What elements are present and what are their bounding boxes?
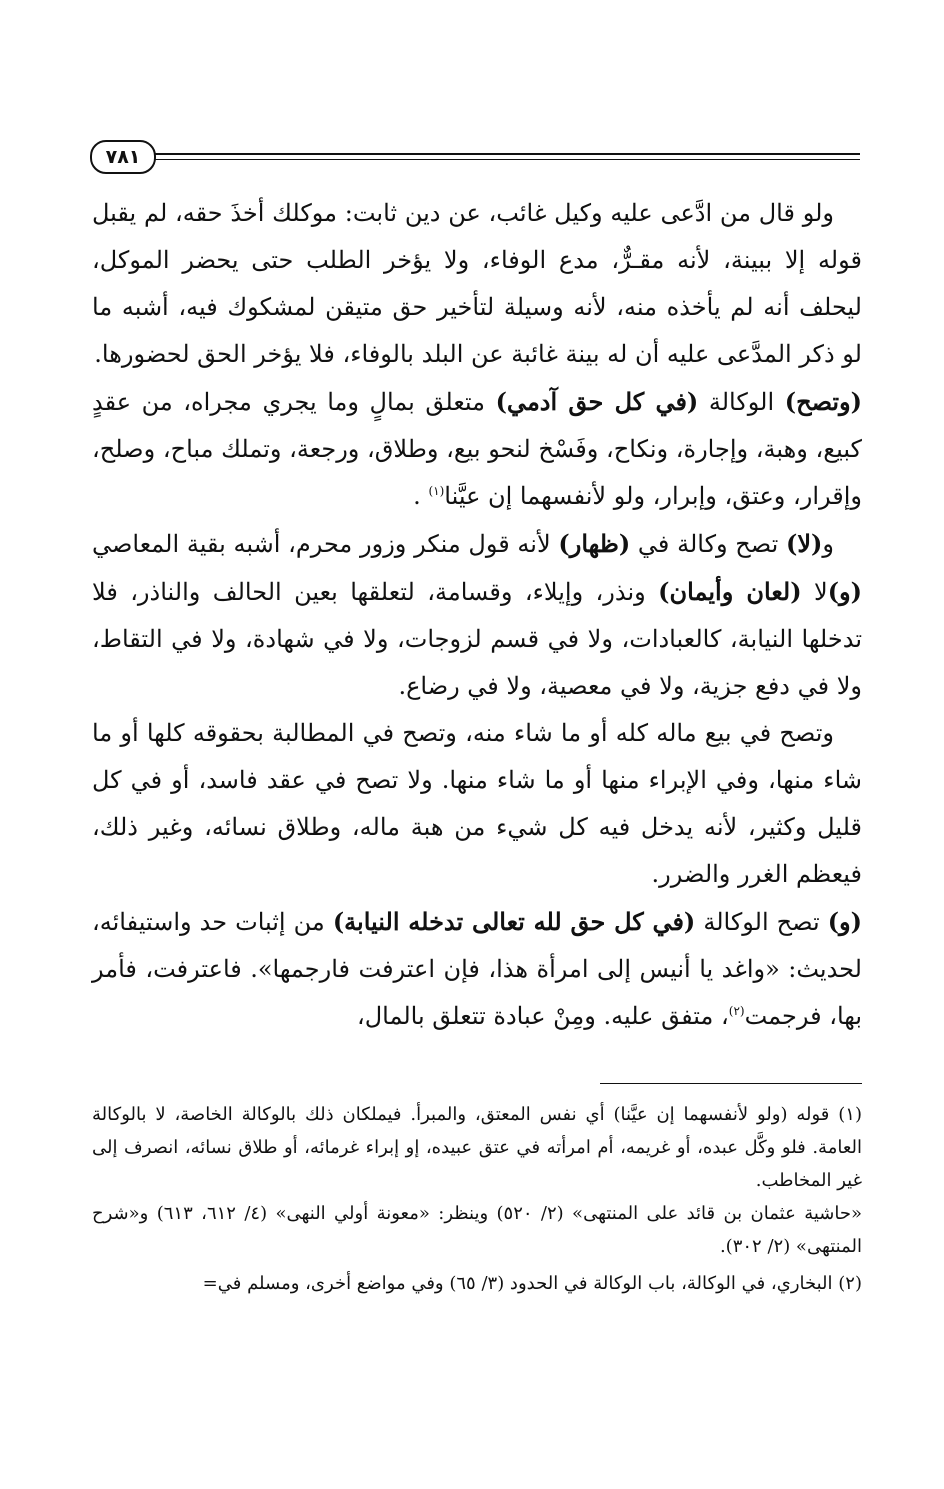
bold-term: (لا)	[786, 529, 823, 558]
text-run: ونذر، وإيلاء، وقسامة، لتعلقها بعين الحالف والناذر، فلا تدخلها النيابة، كالعبادات، ولا في قسم لزوجات، ولا في شهادة، ولا في التقاط، ولا في دفع جزية، ولا في معصية، ولا في رضاع.	[92, 578, 862, 700]
main-text	[92, 190, 862, 1040]
bold-term: (و)	[827, 577, 862, 606]
footnote-1: (١) قوله (ولو لأنفسهما إن عيَّنا) أي نفس المعتق، والمبرأ. فيملكان ذلك بالوكالة الخاصة، لا بالوكالة العامة. فلو وكَّل عبده، أو غريمه، أم امرأته في عتق عبيده، إو إبراء غرمائه، أو طلاق نسائه، انصرف إلى غير المخاطب.	[92, 1104, 862, 1191]
paragraph-3	[92, 520, 862, 710]
footnotes	[92, 1098, 862, 1300]
text-run: الوكالة	[698, 388, 785, 416]
text-run: ، متفق عليه. ومِنْ عبادة تتعلق بالمال،	[356, 1002, 729, 1030]
page-number: ٧٨١	[90, 140, 156, 174]
footnote-1-source: «حاشية عثمان بن قائد على المنتهى» (٢/ ٥٢٠) وينظر: «معونة أولي النهى» (٤/ ٦١٢، ٦١٣) و«شرح المنتهى» (٢/ ٣٠٢).	[92, 1203, 862, 1257]
text-run: من إثبات حد واستيفائه، لحديث: «واغد يا أنيس إلى امرأة هذا، فإن اعترفت فارجمها». فاعترفت، فأمر بها، فرجمت	[92, 908, 862, 1030]
header-rule	[150, 153, 860, 155]
text-run: و	[822, 530, 835, 558]
footnote-ref-2[interactable]: (٢)	[728, 1004, 745, 1018]
text-run: لأنه قول منكر وزور محرم، أشبه بقية المعاصي	[92, 530, 559, 558]
paragraph-2	[92, 378, 862, 520]
text-run: .	[413, 482, 429, 510]
bold-term: (و)	[827, 907, 862, 936]
bold-term: (في كل حق لله تعالى تدخله النيابة)	[332, 907, 696, 936]
paragraph-5	[92, 898, 862, 1040]
text-run: متعلق بمالٍ وما يجري مجراه، من عقدٍ كبيع، وهبة، وإجارة، ونكاح، وفَسْخ لنحو بيع، وطلاق، ورجعة، وتملك مباح، وصلح، وإقرار، وعتق، وإبرار، ولو لأنفسهما إن عيَّنا	[92, 388, 862, 510]
page-header	[90, 140, 860, 180]
footnote-ref-1[interactable]: (١)	[428, 484, 445, 498]
bold-term: (وتصح)	[784, 387, 863, 416]
text-run: لا	[801, 578, 828, 606]
paragraph-4: وتصح في بيع ماله كله أو ما شاء منه، وتصح في المطالبة بحقوقه كلها أو ما شاء منها، وفي الإبراء منها أو ما شاء منها. ولا تصح في عقد فاسد، أو في كل قليل وكثير، لأنه يدخل فيه كل شيء من هبة ماله، وطلاق نسائه، وغير ذلك، فيعظم الغرر والضرر.	[92, 719, 863, 888]
text-run: تصح وكالة في	[630, 530, 787, 558]
bold-term: (ظهار)	[558, 529, 631, 558]
footnote-2: (٢) البخاري، في الوكالة، باب الوكالة في الحدود (٣/ ٦٥) وفي مواضع أخرى، ومسلم في=	[202, 1273, 862, 1294]
footnote-separator	[600, 1083, 862, 1084]
paragraph-1: ولو قال من ادَّعى عليه وكيل غائب، عن دين ثابت: موكلك أخذَ حقه، لم يقبل قوله إلا ببينة، لأنه مقـرٌّ، مدع الوفاء، ولا يؤخر الطلب حتى يحضر الموكل، ليحلف أنه لم يأخذه منه، لأنه وسيلة لتأخير حق متيقن لمشكوك فيه، أشبه ما لو ذكر المدَّعى عليه أن له بينة غائبة عن البلد بالوفاء، فلا يؤخر الحق لحضورها.	[92, 199, 862, 368]
header-rule-thin	[150, 159, 860, 160]
bold-term: (لعان وأيمان)	[658, 577, 802, 606]
text-run: تصح الوكالة	[695, 908, 828, 936]
bold-term: (في كل حق آدمي)	[495, 387, 699, 416]
